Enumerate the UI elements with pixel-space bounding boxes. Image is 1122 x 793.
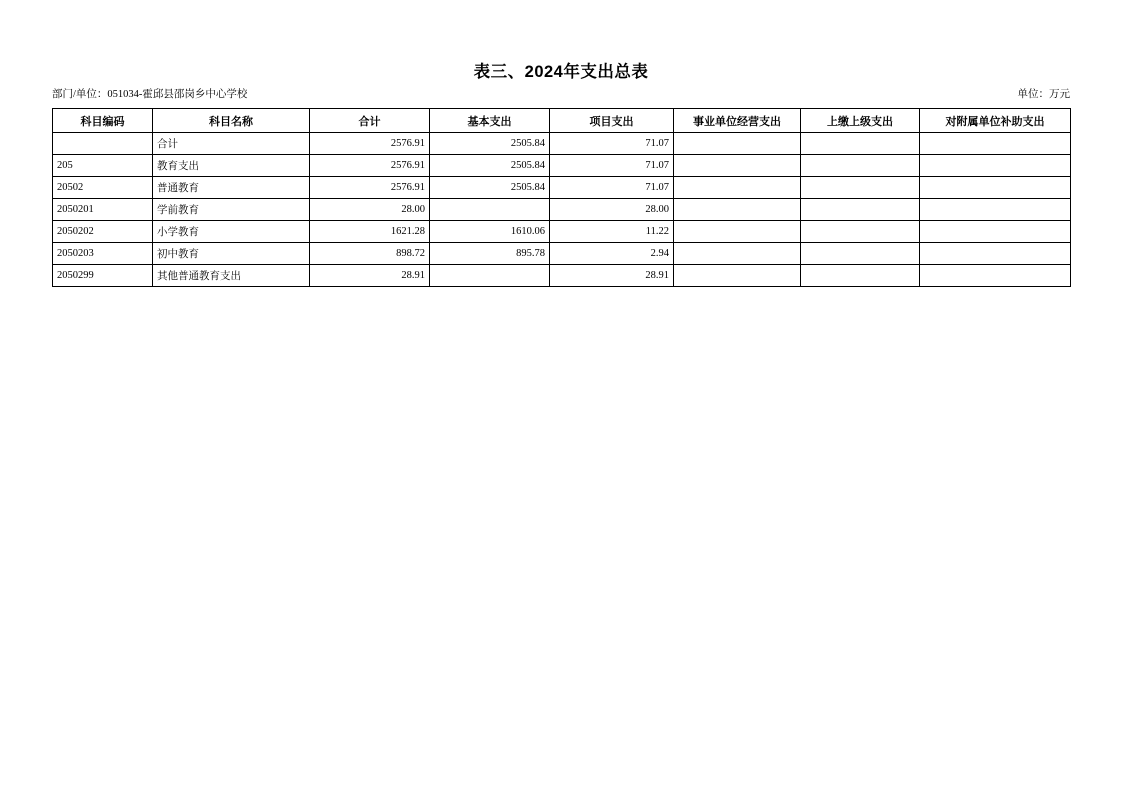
cell-project: 71.07	[550, 155, 674, 177]
cell-basic: 1610.06	[430, 221, 550, 243]
cell-operating	[674, 265, 801, 287]
cell-code: 20502	[53, 177, 153, 199]
cell-name: 教育支出	[153, 155, 310, 177]
department-label: 部门/单位：051034-霍邱县邵岗乡中心学校	[52, 89, 248, 100]
table-row	[53, 199, 1071, 221]
cell-operating	[674, 155, 801, 177]
cell-total: 898.72	[310, 243, 430, 265]
cell-subsidy	[920, 243, 1071, 265]
cell-subsidy	[920, 133, 1071, 155]
cell-code: 2050299	[53, 265, 153, 287]
cell-operating	[674, 133, 801, 155]
unit-label: 单位：万元	[1017, 89, 1070, 100]
cell-subsidy	[920, 265, 1071, 287]
document-meta	[52, 86, 1070, 101]
table-row	[53, 177, 1071, 199]
cell-code: 2050202	[53, 221, 153, 243]
expenditure-table	[52, 108, 1071, 287]
cell-subsidy	[920, 199, 1071, 221]
cell-upper	[801, 155, 920, 177]
cell-upper	[801, 265, 920, 287]
cell-total: 28.00	[310, 199, 430, 221]
cell-total: 2576.91	[310, 177, 430, 199]
cell-basic: 2505.84	[430, 155, 550, 177]
cell-basic	[430, 265, 550, 287]
cell-project: 11.22	[550, 221, 674, 243]
page-title: 表三、2024年支出总表	[473, 63, 649, 81]
cell-total: 2576.91	[310, 155, 430, 177]
column-header-name: 科目名称	[153, 109, 310, 133]
cell-basic: 2505.84	[430, 133, 550, 155]
cell-project: 71.07	[550, 133, 674, 155]
cell-name: 初中教育	[153, 243, 310, 265]
cell-subsidy	[920, 155, 1071, 177]
column-header-total: 合计	[310, 109, 430, 133]
table-row	[53, 243, 1071, 265]
cell-name: 合计	[153, 133, 310, 155]
column-header-basic: 基本支出	[430, 109, 550, 133]
cell-project: 71.07	[550, 177, 674, 199]
cell-operating	[674, 177, 801, 199]
cell-project: 2.94	[550, 243, 674, 265]
cell-subsidy	[920, 177, 1071, 199]
cell-basic	[430, 199, 550, 221]
cell-upper	[801, 199, 920, 221]
cell-name: 其他普通教育支出	[153, 265, 310, 287]
cell-basic: 895.78	[430, 243, 550, 265]
cell-code	[53, 133, 153, 155]
table-row	[53, 221, 1071, 243]
cell-code: 2050203	[53, 243, 153, 265]
column-header-project: 项目支出	[550, 109, 674, 133]
column-header-operating: 事业单位经营支出	[674, 109, 801, 133]
cell-total: 28.91	[310, 265, 430, 287]
column-header-code: 科目编码	[53, 109, 153, 133]
table-header-row	[53, 109, 1071, 133]
table-row	[53, 133, 1071, 155]
cell-subsidy	[920, 221, 1071, 243]
cell-upper	[801, 133, 920, 155]
cell-total: 1621.28	[310, 221, 430, 243]
cell-upper	[801, 221, 920, 243]
table-row	[53, 265, 1071, 287]
cell-operating	[674, 199, 801, 221]
cell-project: 28.91	[550, 265, 674, 287]
cell-name: 小学教育	[153, 221, 310, 243]
cell-name: 普通教育	[153, 177, 310, 199]
cell-total: 2576.91	[310, 133, 430, 155]
column-header-subsidy: 对附属单位补助支出	[920, 109, 1071, 133]
cell-operating	[674, 221, 801, 243]
cell-operating	[674, 243, 801, 265]
cell-basic: 2505.84	[430, 177, 550, 199]
cell-project: 28.00	[550, 199, 674, 221]
column-header-upper: 上缴上级支出	[801, 109, 920, 133]
cell-code: 2050201	[53, 199, 153, 221]
cell-upper	[801, 177, 920, 199]
cell-code: 205	[53, 155, 153, 177]
cell-name: 学前教育	[153, 199, 310, 221]
table-row	[53, 155, 1071, 177]
cell-upper	[801, 243, 920, 265]
